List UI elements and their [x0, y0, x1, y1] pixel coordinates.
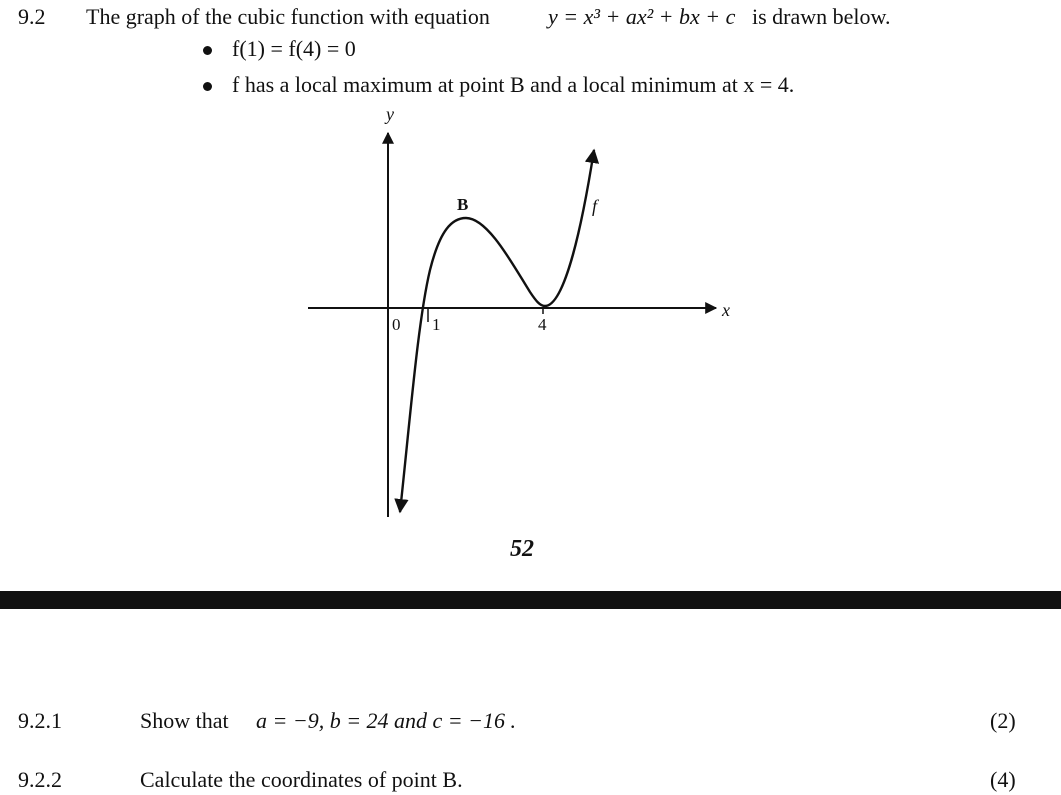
question-equation: y = x³ + ax² + bx + c	[548, 4, 736, 29]
point-b-label: B	[457, 195, 469, 214]
origin-label: 0	[392, 315, 401, 334]
subquestion-text-1: Show that	[140, 708, 229, 733]
page-divider	[0, 591, 1061, 609]
bullet-condition-2: f has a local maximum at point B and a local minimum at x = 4.	[232, 72, 795, 97]
subquestion-number-1: 9.2.1	[18, 708, 62, 733]
subquestion-number-2: 9.2.2	[18, 767, 62, 792]
curve-label: f	[592, 196, 598, 216]
subquestion-marks-2: (4)	[990, 767, 1016, 792]
subquestion-marks-1: (2)	[990, 708, 1016, 733]
x-tick-label-1: 1	[432, 315, 441, 334]
question-number: 9.2	[18, 4, 46, 29]
question-intro: The graph of the cubic function with equation	[86, 4, 490, 29]
page-number: 52	[510, 536, 534, 562]
subquestion-text-2: Calculate the coordinates of point B.	[140, 767, 463, 792]
question-outro: is drawn below.	[752, 4, 891, 29]
cubic-curve	[400, 150, 594, 512]
y-axis-label: y	[386, 104, 394, 124]
x-tick-label-4: 4	[538, 315, 547, 334]
subquestion-math-1: a = −9, b = 24 and c = −16 .	[256, 708, 516, 733]
x-axis-label: x	[722, 300, 730, 320]
bullet-condition-1: f(1) = f(4) = 0	[232, 36, 356, 61]
